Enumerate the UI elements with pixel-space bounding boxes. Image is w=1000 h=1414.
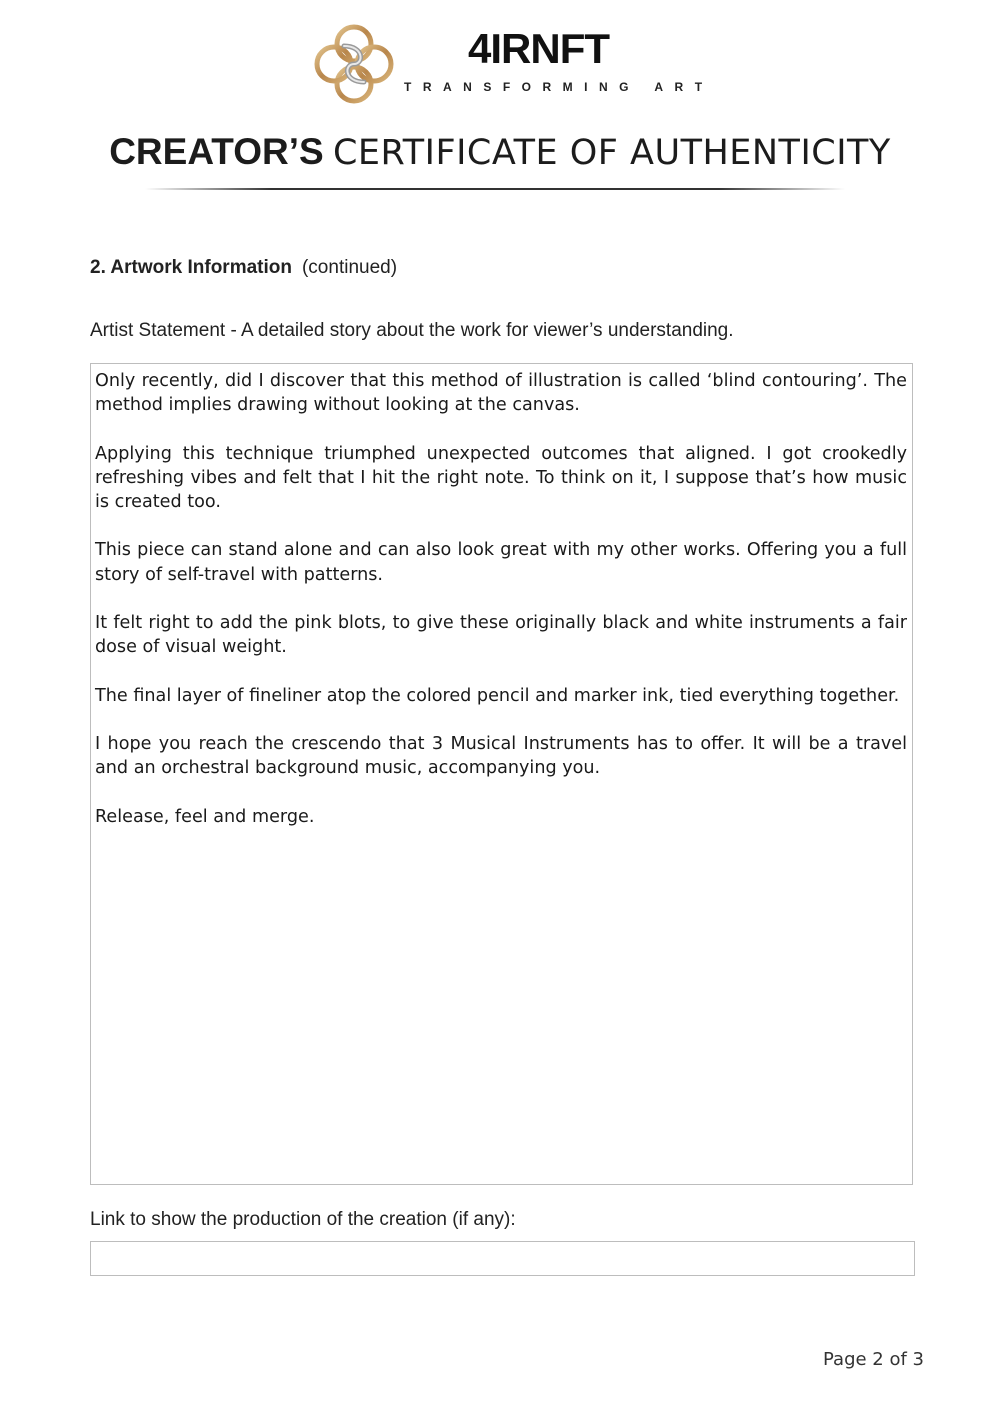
title-bold-part: CREATOR’S bbox=[109, 131, 324, 172]
artist-statement-text bbox=[95, 369, 907, 853]
statement-paragraph: Release, feel and merge. bbox=[95, 806, 315, 827]
brand-name: 4IRNFT bbox=[468, 25, 609, 72]
statement-paragraph: Applying this technique triumphed unexpected outcomes that aligned. I got crookedly refreshing vibes and felt that I hit the right note. To think on it, I suppose that’s how music is created too. bbox=[95, 443, 907, 512]
page-number: Page 2 of 3 bbox=[823, 1349, 924, 1370]
statement-paragraph: This piece can stand alone and can also look great with my other works. Offering you a full story of self-travel with patterns. bbox=[95, 540, 907, 585]
4irnft-knot-logo-icon bbox=[314, 24, 394, 104]
section-heading bbox=[90, 257, 397, 279]
statement-paragraph: The final layer of fineliner atop the colored pencil and marker ink, tied everything together. bbox=[95, 685, 900, 706]
brand-tagline: TRANSFORMING ART bbox=[404, 80, 714, 94]
statement-paragraph: It felt right to add the pink blots, to give these originally black and white instruments a fair dose of visual weight. bbox=[95, 612, 907, 658]
artist-statement-field[interactable] bbox=[90, 363, 913, 1185]
certificate-title bbox=[0, 132, 1000, 174]
section-title: 2. Artwork Information bbox=[90, 257, 292, 278]
artist-statement-label: Artist Statement - A detailed story about the work for viewer’s understanding. bbox=[90, 320, 734, 341]
production-link-label: Link to show the production of the creation (if any): bbox=[90, 1209, 516, 1230]
title-light-part: CERTIFICATE OF AUTHENTICITY bbox=[332, 133, 891, 173]
section-continued-note: (continued) bbox=[301, 257, 398, 278]
title-divider bbox=[145, 188, 845, 190]
header bbox=[0, 18, 1000, 108]
production-link-field[interactable] bbox=[90, 1241, 915, 1276]
statement-paragraph: Only recently, did I discover that this method of illustration is called ‘blind contouring’. The method implies drawing without looking at the canvas. bbox=[95, 371, 907, 416]
statement-paragraph: I hope you reach the crescendo that 3 Musical Instruments has to offer. It will be a travel and an orchestral background music, accompanying you. bbox=[95, 733, 907, 779]
